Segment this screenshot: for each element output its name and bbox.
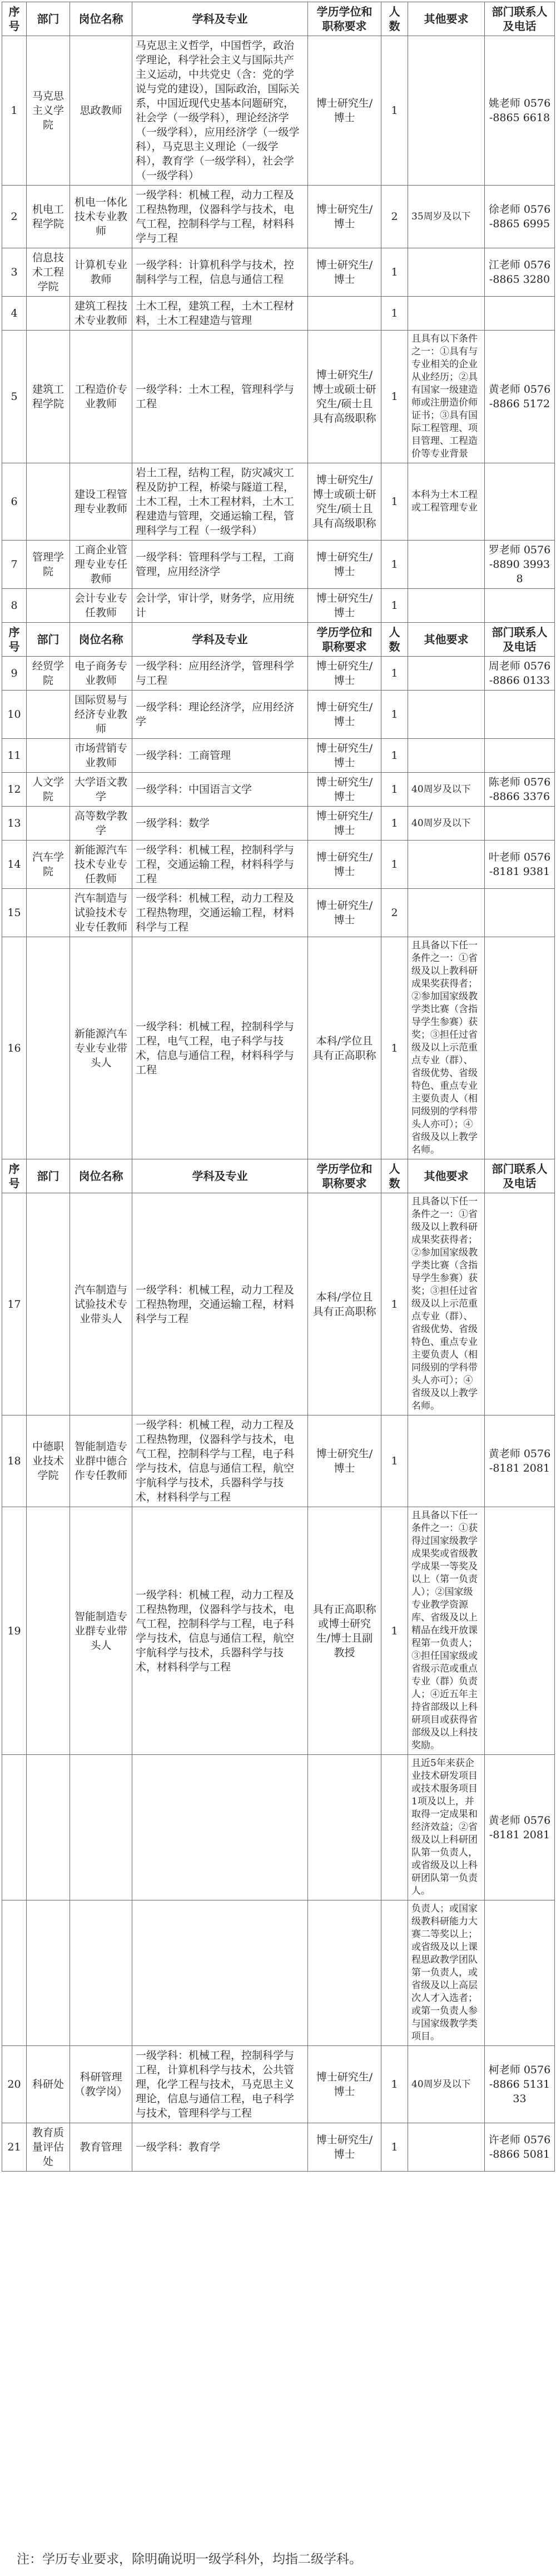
cell-post: 汽车制造与试验技术专业专任教师 — [70, 889, 132, 937]
cell-count: 1 — [381, 297, 408, 331]
header-other: 其他要求 — [408, 623, 485, 657]
cell-degree — [308, 297, 381, 331]
cell-dept — [27, 1507, 70, 1755]
cell-post: 工程造价专业教师 — [70, 331, 132, 463]
cell-major — [132, 1900, 308, 2046]
cell-count: 1 — [381, 773, 408, 807]
cell-dept — [27, 297, 70, 331]
cell-no — [2, 1755, 27, 1900]
cell-post: 大学语文教学 — [70, 773, 132, 807]
cell-degree: 博士研究生/博士 — [308, 248, 381, 297]
cell-degree — [308, 1755, 381, 1900]
cell-major: 一级学科：工商管理 — [132, 739, 308, 773]
table-row — [2, 2046, 555, 2123]
cell-other — [408, 248, 485, 297]
cell-other: 负责人；或国家级教科研能力大赛二等奖以上；或省级及以上课程思政教学团队第一负责人，或省级及以上高层次人才入选者；或第一负责人参与国家级教学类项目。 — [408, 1900, 485, 2046]
cell-major: 一级学科：机械工程，动力工程及工程热物理，交通运输工程，材料科学与工程 — [132, 889, 308, 937]
cell-dept: 人文学院 — [27, 773, 70, 807]
table-row — [2, 297, 555, 331]
cell-other — [408, 541, 485, 589]
cell-other: 40周岁及以下 — [408, 773, 485, 807]
cell-post: 高等数学教学 — [70, 807, 132, 841]
cell-count: 1 — [381, 841, 408, 889]
cell-dept: 科研处 — [27, 2046, 70, 2123]
cell-count: 1 — [381, 691, 408, 739]
cell-major: 一级学科：机械工程，控制科学与工程，计算机科学与技术，公共管理，化学工程与技术，马克思主义理论，信息与通信工程，电子科学与技术，管理科学与工程 — [132, 2046, 308, 2123]
cell-degree: 博士研究生/博士 — [308, 739, 381, 773]
table-row — [2, 807, 555, 841]
cell-count: 1 — [381, 589, 408, 623]
cell-contact — [485, 739, 555, 773]
cell-other — [408, 739, 485, 773]
cell-degree: 博士研究生/博士 — [308, 773, 381, 807]
cell-degree: 博士研究生/博士 — [308, 657, 381, 691]
table-row — [2, 463, 555, 541]
header-post: 岗位名称 — [70, 623, 132, 657]
cell-count: 1 — [381, 1415, 408, 1507]
cell-post: 建设工程管理专业教师 — [70, 463, 132, 541]
table-row — [2, 36, 555, 186]
cell-no: 15 — [2, 889, 27, 937]
cell-dept — [27, 889, 70, 937]
cell-dept: 建筑工程学院 — [27, 331, 70, 463]
cell-degree: 博士研究生/博士 — [308, 589, 381, 623]
cell-dept: 教育质量评估处 — [27, 2123, 70, 2172]
cell-major: 一级学科：应用经济学，管理科学与工程 — [132, 657, 308, 691]
table-row — [2, 1193, 555, 1415]
cell-contact: 姚老师 0576-8865 6618 — [485, 36, 555, 186]
cell-post: 国际贸易与经济专业教师 — [70, 691, 132, 739]
cell-count: 1 — [381, 739, 408, 773]
cell-post: 新能源汽车技术专业专任教师 — [70, 841, 132, 889]
cell-other: 且具有以下条件之一：①具有与专业相关的企业从业经历；②具有国家一级建造师或注册造价师证书；③具有国际工程管理、项目管理、工程造价等专业背景 — [408, 331, 485, 463]
cell-post: 电子商务专业教师 — [70, 657, 132, 691]
cell-dept — [27, 1193, 70, 1415]
cell-no: 11 — [2, 739, 27, 773]
cell-post: 工商企业管理专业专任教师 — [70, 541, 132, 589]
cell-other — [408, 657, 485, 691]
table-row — [2, 541, 555, 589]
cell-degree: 博士研究生/博士 — [308, 841, 381, 889]
cell-post: 思政教师 — [70, 36, 132, 186]
header-row — [2, 2, 555, 36]
table-row — [2, 2123, 555, 2172]
cell-major: 一级学科：中国语言文学 — [132, 773, 308, 807]
cell-degree: 博士研究生/博士 — [308, 186, 381, 248]
cell-count — [381, 1900, 408, 2046]
header-dept: 部门 — [27, 623, 70, 657]
cell-other — [408, 589, 485, 623]
header-no: 序号 — [2, 1159, 27, 1193]
cell-major: 岩土工程，结构工程，防灾减灾工程及防护工程，桥梁与隧道工程，土木工程，土木工程材料，土木工程建造与管理，交通运输工程，管理科学与工程（一级学科） — [132, 463, 308, 541]
cell-count: 1 — [381, 1193, 408, 1415]
cell-contact — [485, 463, 555, 541]
cell-dept — [27, 589, 70, 623]
cell-count: 1 — [381, 2046, 408, 2123]
cell-post: 计算机专业教师 — [70, 248, 132, 297]
cell-post: 新能源汽车专业专业带头人 — [70, 937, 132, 1159]
header-post: 岗位名称 — [70, 2, 132, 36]
table-row — [2, 841, 555, 889]
cell-major: 一级学科：机械工程，动力工程及工程热物理，仪器科学与技术，电气工程，控制科学与工程，材料科学与工程 — [132, 186, 308, 248]
header-other: 其他要求 — [408, 2, 485, 36]
cell-no: 20 — [2, 2046, 27, 2123]
cell-contact: 周老师 0576-8866 0133 — [485, 657, 555, 691]
cell-count: 1 — [381, 36, 408, 186]
cell-contact: 黄老师 0576-8866 5172 — [485, 331, 555, 463]
header-degree: 学历学位和职称要求 — [308, 2, 381, 36]
cell-dept: 管理学院 — [27, 541, 70, 589]
cell-post: 会计专业专任教师 — [70, 589, 132, 623]
cell-major: 一级学科：机械工程，动力工程及工程热物理，仪器科学与技术，电气工程，控制科学与工程，电子科学与技术，信息与通信工程，航空宇航科学与技术，兵器科学与技术，材料科学与工程 — [132, 1415, 308, 1507]
cell-no: 8 — [2, 589, 27, 623]
recruitment-table-page — [2, 2, 554, 2172]
cell-no: 3 — [2, 248, 27, 297]
cell-contact: 黄老师 0576-8181 2081 — [485, 1415, 555, 1507]
cell-no: 17 — [2, 1193, 27, 1415]
cell-major: 一级学科：理论经济学，应用经济学 — [132, 691, 308, 739]
cell-dept: 中德职业技术学院 — [27, 1415, 70, 1507]
cell-contact — [485, 889, 555, 937]
cell-other: 40周岁及以下 — [408, 807, 485, 841]
cell-no: 10 — [2, 691, 27, 739]
cell-no: 19 — [2, 1507, 27, 1755]
cell-dept — [27, 1755, 70, 1900]
cell-other — [408, 691, 485, 739]
cell-no: 21 — [2, 2123, 27, 2172]
cell-no: 14 — [2, 841, 27, 889]
cell-dept — [27, 691, 70, 739]
table-row — [2, 889, 555, 937]
cell-count: 1 — [381, 541, 408, 589]
cell-contact: 罗老师 0576-8890 39938 — [485, 541, 555, 589]
table-row — [2, 331, 555, 463]
header-count: 人数 — [381, 623, 408, 657]
cell-degree: 博士研究生/博士 — [308, 541, 381, 589]
table-row — [2, 589, 555, 623]
cell-major: 一级学科：管理科学与工程，工商管理，应用经济学 — [132, 541, 308, 589]
header-degree: 学历学位和职称要求 — [308, 1159, 381, 1193]
cell-degree — [308, 1900, 381, 2046]
cell-other: 40周岁及以下 — [408, 2046, 485, 2123]
cell-count — [381, 1755, 408, 1900]
cell-contact — [485, 1507, 555, 1755]
cell-dept — [27, 1900, 70, 2046]
cell-contact: 徐老师 0576-8865 6995 — [485, 186, 555, 248]
table-row — [2, 1755, 555, 1900]
cell-count: 1 — [381, 807, 408, 841]
table-row — [2, 1415, 555, 1507]
cell-no: 16 — [2, 937, 27, 1159]
cell-other — [408, 297, 485, 331]
header-no: 序号 — [2, 2, 27, 36]
cell-contact — [485, 1900, 555, 2046]
header-row — [2, 623, 555, 657]
table-row — [2, 739, 555, 773]
cell-major: 马克思主义哲学，中国哲学，政治学理论，科学社会主义与国际共产主义运动，中共党史（含：党的学说与党的建设），国际政治，国际关系，中国近现代史基本问题研究，社会学（一级学科），理论经济学（一级学科），应用经济学（一级学科），马克思主义理论（一级学科），教育学（一级学科），社会学（一级学科） — [132, 36, 308, 186]
cell-count: 1 — [381, 657, 408, 691]
cell-major: 会计学，审计学，财务学，应用统计 — [132, 589, 308, 623]
cell-count: 1 — [381, 1507, 408, 1755]
cell-other: 且具备以下任一条件之一：①省级及以上教科研成果奖获得者；②参加国家级教学类比赛（含指导学生参赛）获奖；③担任过省级及以上示范重点专业（群）、省级优势、省级特色、重点专业主要负责人（相同级别的学科带头人亦可）；④省级及以上教学名师。 — [408, 1193, 485, 1415]
cell-other — [408, 36, 485, 186]
table-row — [2, 773, 555, 807]
cell-no: 1 — [2, 36, 27, 186]
cell-dept: 经贸学院 — [27, 657, 70, 691]
cell-degree: 博士研究生/博士或硕士研究生/硕士且具有高级职称 — [308, 331, 381, 463]
cell-degree: 博士研究生/博士或硕士研究生/硕士且具有高级职称 — [308, 463, 381, 541]
cell-count: 1 — [381, 463, 408, 541]
cell-contact — [485, 1193, 555, 1415]
header-dept: 部门 — [27, 2, 70, 36]
cell-no: 18 — [2, 1415, 27, 1507]
cell-count: 1 — [381, 2123, 408, 2172]
cell-other — [408, 1415, 485, 1507]
cell-major: 一级学科：教育学 — [132, 2123, 308, 2172]
cell-count: 1 — [381, 248, 408, 297]
cell-major: 一级学科：数学 — [132, 807, 308, 841]
cell-major: 一级学科：机械工程，动力工程及工程热物理，交通运输工程，材料科学与工程 — [132, 1193, 308, 1415]
cell-post — [70, 1900, 132, 2046]
cell-post: 汽车制造与试验技术专业带头人 — [70, 1193, 132, 1415]
cell-no: 12 — [2, 773, 27, 807]
header-contact: 部门联系人及电话 — [485, 1159, 555, 1193]
cell-other: 且具备以下任一条件之一：①获得过国家级教学成果奖或省级教学成果一等奖及以上（第一负责人）；②国家级专业教学资源库、省级及以上精品在线开放课程第一负责人；③担任国家级或省级示范或重点专业（群）负责人；④近五年主持省部级以上科研项目或获得省部级及以上科技奖励。 — [408, 1507, 485, 1755]
cell-dept — [27, 937, 70, 1159]
cell-other: 本科为土木工程或工程管理专业 — [408, 463, 485, 541]
cell-degree: 博士研究生/博士 — [308, 36, 381, 186]
cell-no: 4 — [2, 297, 27, 331]
header-dept: 部门 — [27, 1159, 70, 1193]
cell-no: 6 — [2, 463, 27, 541]
cell-other: 35周岁及以下 — [408, 186, 485, 248]
cell-dept: 信息技术工程学院 — [27, 248, 70, 297]
header-no: 序号 — [2, 623, 27, 657]
cell-degree: 博士研究生/博士 — [308, 1415, 381, 1507]
cell-count: 1 — [381, 331, 408, 463]
header-other: 其他要求 — [408, 1159, 485, 1193]
header-major: 学科及专业 — [132, 623, 308, 657]
cell-major — [132, 1755, 308, 1900]
cell-degree: 博士研究生/博士 — [308, 2123, 381, 2172]
header-count: 人数 — [381, 1159, 408, 1193]
cell-degree: 本科/学位且具有正高职称 — [308, 1193, 381, 1415]
cell-contact: 叶老师 0576-8181 9381 — [485, 841, 555, 889]
cell-contact: 江老师 0576-8865 3280 — [485, 248, 555, 297]
cell-major: 一级学科：机械工程，控制科学与工程，电气工程，电子科学与技术，信息与通信工程，材料科学与工程 — [132, 937, 308, 1159]
cell-major: 一级学科：机械工程，动力工程及工程热物理，仪器科学与技术，电气工程，控制科学与工程，电子科学与技术，信息与通信工程，航空宇航科学与技术，兵器科学与技术，材料科学与工程 — [132, 1507, 308, 1755]
table-row — [2, 691, 555, 739]
header-contact: 部门联系人及电话 — [485, 623, 555, 657]
cell-other — [408, 841, 485, 889]
cell-contact — [485, 589, 555, 623]
cell-post: 建筑工程技术专业教师 — [70, 297, 132, 331]
header-row — [2, 1159, 555, 1193]
cell-other — [408, 2123, 485, 2172]
header-count: 人数 — [381, 2, 408, 36]
cell-post: 教育管理 — [70, 2123, 132, 2172]
cell-contact — [485, 937, 555, 1159]
cell-degree: 本科/学位且具有正高职称 — [308, 937, 381, 1159]
cell-post — [70, 1755, 132, 1900]
cell-degree: 博士研究生/博士 — [308, 889, 381, 937]
cell-contact: 黄老师 0576-8181 2081 — [485, 1755, 555, 1900]
cell-other: 且近5年来获企业技术研发项目或技术服务项目1项及以上，并取得一定成果和经济效益；②省级及以上科研团队第一负责人，或省级及以上科研团队第一负责人。 — [408, 1755, 485, 1900]
table-row — [2, 1507, 555, 1755]
cell-dept — [27, 463, 70, 541]
cell-no: 13 — [2, 807, 27, 841]
recruitment-table — [2, 2, 555, 2172]
cell-degree: 博士研究生/博士 — [308, 807, 381, 841]
table-row — [2, 1900, 555, 2046]
cell-post: 智能制造专业群中德合作专任教师 — [70, 1415, 132, 1507]
cell-major: 一级学科：机械工程，控制科学与工程，交通运输工程，材料科学与工程 — [132, 841, 308, 889]
table-row — [2, 937, 555, 1159]
cell-other — [408, 889, 485, 937]
table-row — [2, 186, 555, 248]
cell-count: 1 — [381, 937, 408, 1159]
cell-post: 科研管理（教学岗） — [70, 2046, 132, 2123]
header-major: 学科及专业 — [132, 1159, 308, 1193]
table-row — [2, 657, 555, 691]
cell-contact: 许老师 0576-8866 5081 — [485, 2123, 555, 2172]
cell-post: 市场营销专业教师 — [70, 739, 132, 773]
cell-contact: 陈老师 0576-8866 3376 — [485, 773, 555, 807]
cell-contact — [485, 807, 555, 841]
cell-contact — [485, 691, 555, 739]
cell-count: 2 — [381, 186, 408, 248]
cell-no: 7 — [2, 541, 27, 589]
cell-degree: 博士研究生/博士 — [308, 2046, 381, 2123]
cell-no: 2 — [2, 186, 27, 248]
cell-dept — [27, 807, 70, 841]
cell-post: 智能制造专业群专业带头人 — [70, 1507, 132, 1755]
cell-contact — [485, 297, 555, 331]
header-contact: 部门联系人及电话 — [485, 2, 555, 36]
cell-no: 5 — [2, 331, 27, 463]
header-degree: 学历学位和职称要求 — [308, 623, 381, 657]
table-row — [2, 248, 555, 297]
cell-major: 土木工程，建筑工程，土木工程材料，土木工程建造与管理 — [132, 297, 308, 331]
cell-major: 一级学科：计算机科学与技术，控制科学与工程，信息与通信工程 — [132, 248, 308, 297]
cell-other: 且具备以下任一条件之一：①省级及以上教科研成果奖获得者；②参加国家级教学类比赛（含指导学生参赛）获奖；③担任过省级及以上示范重点专业（群）、省级优势、省级特色、重点专业主要负责人（相同级别的学科带头人亦可）；④省级及以上教学名师。 — [408, 937, 485, 1159]
cell-dept: 机电工程学院 — [27, 186, 70, 248]
cell-dept — [27, 739, 70, 773]
footnote: 注：学历专业要求，除明确说明一级学科外，均指二级学科。 — [17, 2552, 362, 2567]
cell-post: 机电一体化技术专业教师 — [70, 186, 132, 248]
header-major: 学科及专业 — [132, 2, 308, 36]
cell-degree: 具有正高职称或博士研究生/博士且副教授 — [308, 1507, 381, 1755]
cell-no — [2, 1900, 27, 2046]
cell-count: 2 — [381, 889, 408, 937]
cell-major: 一级学科：土木工程，管理科学与工程 — [132, 331, 308, 463]
cell-dept: 汽车学院 — [27, 841, 70, 889]
cell-dept: 马克思主义学院 — [27, 36, 70, 186]
cell-degree: 博士研究生/博士 — [308, 691, 381, 739]
cell-no: 9 — [2, 657, 27, 691]
cell-contact: 柯老师 0576-8866 513133 — [485, 2046, 555, 2123]
header-post: 岗位名称 — [70, 1159, 132, 1193]
